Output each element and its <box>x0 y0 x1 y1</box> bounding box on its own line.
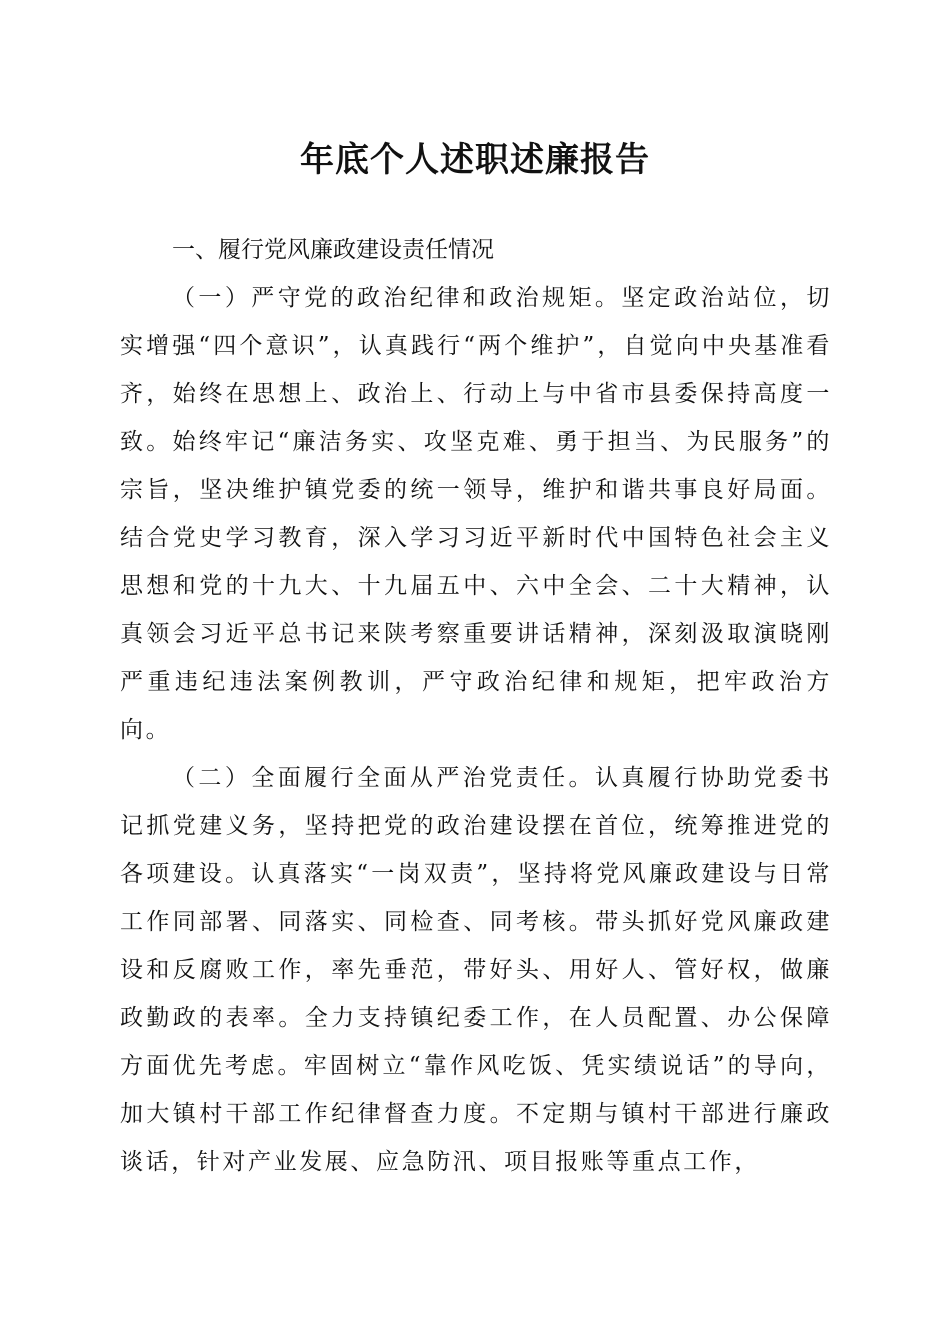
document-body <box>120 226 832 1186</box>
paragraph-2 <box>120 754 832 1186</box>
paragraph-2-text: 认真履行协助党委书记抓党建义务，坚持把党的政治建设摆在首位，统筹推进党的各项建设。认真落实“一岗双责”，坚持将党风廉政建设与日常工作同部署、同落实、同检查、同考核。带头抓好党风廉政建设和反腐败工作，率先垂范，带好头、用好人、管好权，做廉政勤政的表率。全力支持镇纪委工作，在人员配置、办公保障方面优先考虑。牢固树立“靠作风吃饭、凭实绩说话”的导向，加大镇村干部工作纪律督查力度。不定期与镇村干部进行廉政谈话，针对产业发展、应急防汛、项目报账等重点工作， <box>120 765 832 1175</box>
document-title: 年底个人述职述廉报告 <box>300 140 650 180</box>
paragraph-2-lead: （二）全面履行全面从严治党责任。 <box>172 765 595 791</box>
paragraph-1 <box>120 274 832 754</box>
paragraph-1-lead: （一）严守党的政治纪律和政治规矩。 <box>172 285 622 311</box>
paragraph-1-text: 坚定政治站位，切实增强“四个意识”，认真践行“两个维护”，自觉向中央基准看齐，始终在思想上、政治上、行动上与中省市县委保持高度一致。始终牢记“廉洁务实、攻坚克难、勇于担当、为民服务”的宗旨，坚决维护镇党委的统一领导，维护和谐共事良好局面。结合党史学习教育，深入学习习近平新时代中国特色社会主义思想和党的十九大、十九届五中、六中全会、二十大精神，认真领会习近平总书记来陕考察重要讲话精神，深刻汲取演晓刚严重违纪违法案例教训，严守政治纪律和规矩，把牢政治方向。 <box>120 285 832 743</box>
section-heading: 一、履行党风廉政建设责任情况 <box>172 237 494 263</box>
